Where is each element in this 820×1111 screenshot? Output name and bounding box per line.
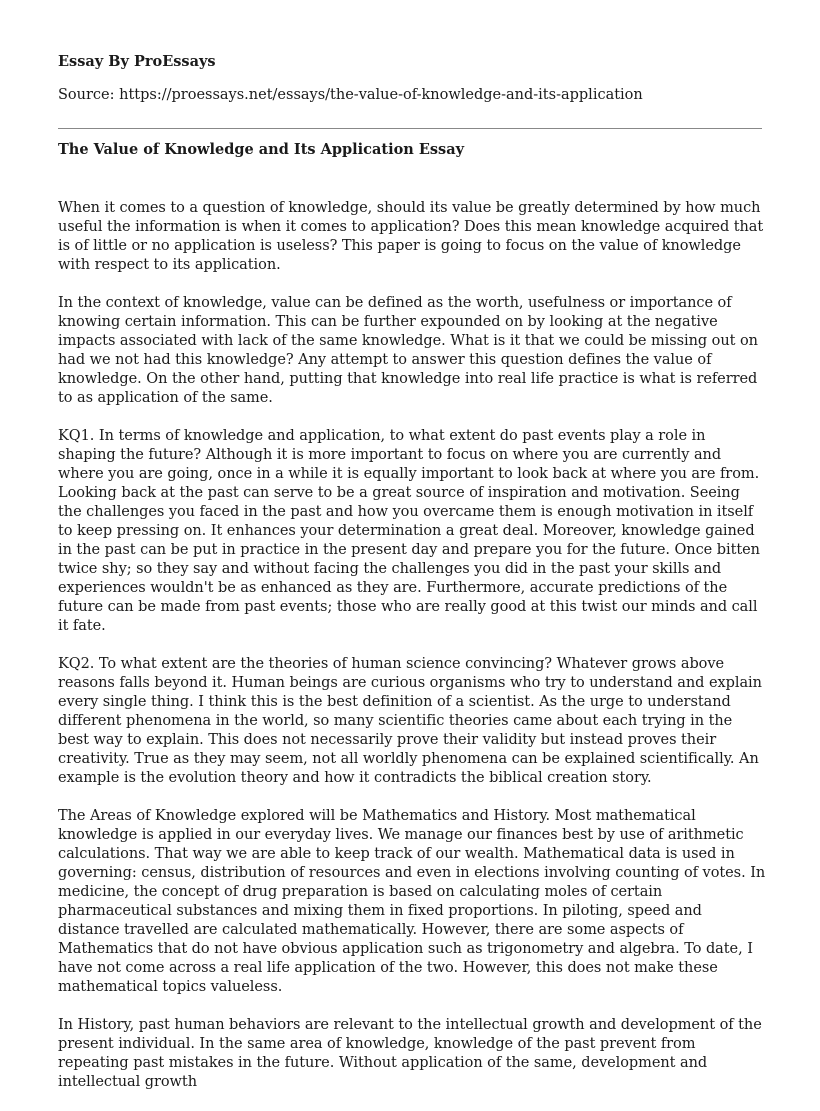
essay-paragraph: KQ1. In terms of knowledge and application, to what extent do past events play a role in shaping the future? Although it is more important to focus on where you are currently and where you are going, once in a while it is equally important to look back at where you are from. Looking back at the past can serve to be a great source of inspiration and motivation. Seeing the challenges you faced in the past and how you overcame them is enough motivation in itself to keep pressing on. It enhances your determination a great deal. Moreover, knowledge gained in the past can be put in practice in the present day and prepare you for the future. Once bitten twice shy; so they say and without facing the challenges you did in the past your skills and experiences wouldn't be as enhanced as they are. Furthermore, accurate predictions of the future can be made from past events; those who are really good at this twist our minds and call it fate. <box>58 428 760 634</box>
essay-paragraph: When it comes to a question of knowledge, should its value be greatly determined by how much useful the information is when it comes to application? Does this mean knowledge acquired that is of little or no application is useless? This paper is going to focus on the value of knowledge with respect to its application. <box>58 200 764 273</box>
essay-paragraph: KQ2. To what extent are the theories of human science convincing? Whatever grows above reasons falls beyond it. Human beings are curious organisms who try to understand and explain every single thing. I think this is the best definition of a scientist. As the urge to understand different phenomena in the world, so many scientific theories came about each trying in the best way to explain. This does not necessarily prove their validity but instead proves their creativity. True as they may seem, not all worldly phenomena can be explained scientifically. An example is the evolution theory and how it contradicts the biblical creation story. <box>58 656 762 786</box>
header-divider <box>58 128 762 129</box>
essay-title: The Value of Knowledge and Its Application Essay <box>58 141 465 158</box>
essay-paragraph: In the context of knowledge, value can be defined as the worth, usefulness or importance of knowing certain information. This can be further expounded on by looking at the negative impacts associated with lack of the same knowledge. What is it that we could be missing out on had we not had this knowledge? Any attempt to answer this question defines the value of knowledge. On the other hand, putting that knowledge into real life practice is what is referred to as application of the same. <box>58 295 758 406</box>
essay-body <box>58 199 766 1111</box>
essay-author-line: Essay By ProEssays <box>58 53 216 70</box>
source-line: Source: https://proessays.net/essays/the-value-of-knowledge-and-its-application <box>58 87 643 103</box>
essay-paragraph: In History, past human behaviors are relevant to the intellectual growth and development of the present individual. In the same area of knowledge, knowledge of the past prevent from repeating past mistakes in the future. Without application of the same, development and intellectual growth <box>58 1017 762 1090</box>
essay-paragraph: The Areas of Knowledge explored will be Mathematics and History. Most mathematical knowledge is applied in our everyday lives. We manage our finances best by use of arithmetic calculations. That way we are able to keep track of our wealth. Mathematical data is used in governing: census, distribution of resources and even in elections involving counting of votes. In medicine, the concept of drug preparation is based on calculating moles of certain pharmaceutical substances and mixing them in fixed proportions. In piloting, speed and distance travelled are calculated mathematically. However, there are some aspects of Mathematics that do not have obvious application such as trigonometry and algebra. To date, I have not come across a real life application of the two. However, this does not make these mathematical topics valueless. <box>58 808 766 995</box>
